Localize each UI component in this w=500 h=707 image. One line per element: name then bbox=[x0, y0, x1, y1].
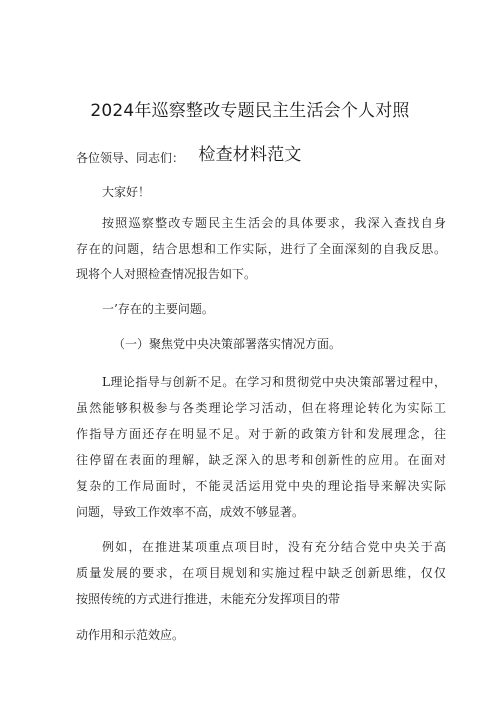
example-line-3: 按照传统的方式进行推进，未能充分发挥项目的带 bbox=[76, 592, 341, 606]
point1-line-2: 虽然能够积极参与各类理论学习活动，但在将理论转化为实际工 bbox=[76, 401, 446, 415]
document-title-line-1: 2024年巡察整改专题民主生活会个人对照 bbox=[90, 101, 410, 121]
example-line-2: 质量发展的要求，在项目规划和实施过程中缺乏创新思维，仅仅 bbox=[76, 566, 446, 580]
intro-line-2: 存在的问题，结合思想和工作实际，进行了全面深刻的自我反思。 bbox=[76, 242, 446, 256]
example-line-4: 动作用和示范效应。 bbox=[76, 628, 185, 642]
salutation: 各位领导、同志们： bbox=[76, 151, 185, 165]
greeting: 大家好！ bbox=[102, 185, 151, 199]
point1-line-3: 作指导方面还存在明显不足。对于新的政策方针和发展理念，往 bbox=[76, 427, 446, 441]
point1-line-1: L理论指导与创新不足。在学习和贯彻党中央决策部署过程中， bbox=[102, 375, 446, 389]
intro-line-1: 按照巡察整改专题民主生活会的具体要求，我深入查找自身 bbox=[102, 216, 446, 230]
point1-line-5: 复杂的工作局面时，不能灵活运用党中央的理论指导来解决实际 bbox=[76, 479, 446, 493]
example-line-1: 例如，在推进某项重点项目时，没有充分结合党中央关于高 bbox=[102, 540, 446, 554]
point1-line-6: 问题，导致工作效率不高，成效不够显著。 bbox=[76, 505, 305, 519]
section-heading: 一’存在的主要问题。 bbox=[102, 302, 214, 316]
subsection-heading: （一）聚焦党中央决策部署落实情况方面。 bbox=[113, 337, 342, 351]
point1-line-4: 往停留在表面的理解，缺乏深入的思考和创新性的应用。在面对 bbox=[76, 453, 446, 467]
document-title-line-2: 检查材料范文 bbox=[198, 145, 302, 165]
intro-line-3: 现将个人对照检查情况报告如下。 bbox=[76, 267, 257, 281]
